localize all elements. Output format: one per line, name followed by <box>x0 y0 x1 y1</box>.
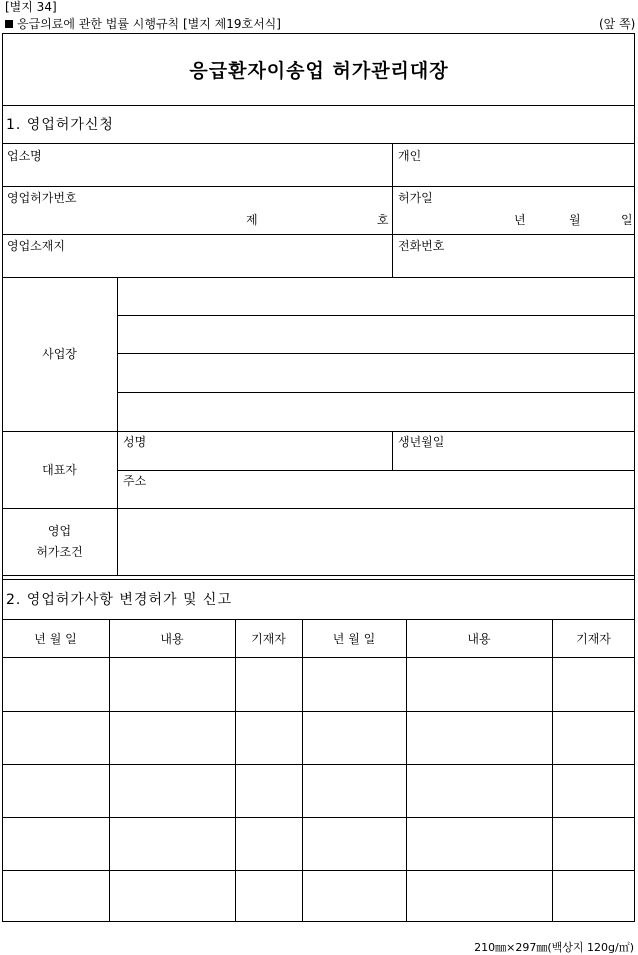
table2-header-date-2: 년 월 일 <box>332 632 376 646</box>
license-date-label: 허가일 <box>398 191 433 205</box>
license-date-year: 년 <box>514 213 526 227</box>
divider <box>117 470 635 471</box>
phone-label: 전화번호 <box>398 239 445 253</box>
divider <box>2 711 635 712</box>
divider <box>117 353 635 354</box>
divider <box>2 657 635 658</box>
table2-header-date-1: 년 월 일 <box>34 632 77 646</box>
individual-label: 개인 <box>398 149 422 163</box>
square-bullet-icon <box>5 20 13 28</box>
license-number-je: 제 <box>246 213 258 227</box>
column-divider <box>117 277 118 575</box>
license-number-ho: 호 <box>377 213 389 227</box>
divider <box>117 315 635 316</box>
license-date-day: 일 <box>621 213 633 227</box>
license-number-label: 영업허가번호 <box>7 191 77 205</box>
table2-header-writer-1: 기재자 <box>251 632 286 646</box>
divider <box>2 579 635 580</box>
column-divider <box>552 619 553 922</box>
column-divider <box>235 619 236 922</box>
paper-spec: 210㎜×297㎜(백상지 120g/㎡) <box>474 941 634 954</box>
divider <box>2 143 635 144</box>
column-divider <box>109 619 110 922</box>
law-reference <box>5 17 281 31</box>
conditions-label-line1: 영업 <box>47 524 72 538</box>
column-divider <box>392 431 393 470</box>
section2-heading: 2. 영업허가사항 변경허가 및 신고 <box>6 592 232 608</box>
law-reference-text: 응급의료에 관한 법률 시행규칙 [별지 제19호서식] <box>17 17 281 31</box>
conditions-label-line2: 허가조건 <box>36 545 83 559</box>
divider <box>2 870 635 871</box>
column-divider <box>302 619 303 922</box>
section1-heading: 1. 영업허가신청 <box>6 117 114 133</box>
divider <box>2 817 635 818</box>
workplace-label: 사업장 <box>42 347 77 361</box>
divider <box>2 575 635 576</box>
representative-label: 대표자 <box>42 463 77 477</box>
page-side-label: (앞 쪽) <box>599 17 636 31</box>
license-date-month: 월 <box>569 213 581 227</box>
business-name-label: 업소명 <box>7 149 42 163</box>
column-divider <box>406 619 407 922</box>
rep-birth-label: 생년월일 <box>398 435 445 449</box>
divider <box>2 234 635 235</box>
form-border <box>2 33 635 922</box>
divider <box>2 508 635 509</box>
appendix-label: [별지 34] <box>5 0 57 14</box>
table2-header-content-2: 내용 <box>467 632 491 646</box>
divider <box>2 277 635 278</box>
location-label: 영업소재지 <box>7 239 65 253</box>
divider <box>2 186 635 187</box>
divider <box>117 392 635 393</box>
rep-name-label: 성명 <box>123 435 147 449</box>
divider <box>2 619 635 620</box>
table2-header-writer-2: 기재자 <box>576 632 611 646</box>
divider <box>2 764 635 765</box>
rep-address-label: 주소 <box>123 474 147 488</box>
divider <box>2 105 635 106</box>
divider <box>2 431 635 432</box>
table2-header-content-1: 내용 <box>160 632 184 646</box>
form-title: 응급환자이송업 허가관리대장 <box>189 60 449 82</box>
column-divider <box>392 143 393 277</box>
